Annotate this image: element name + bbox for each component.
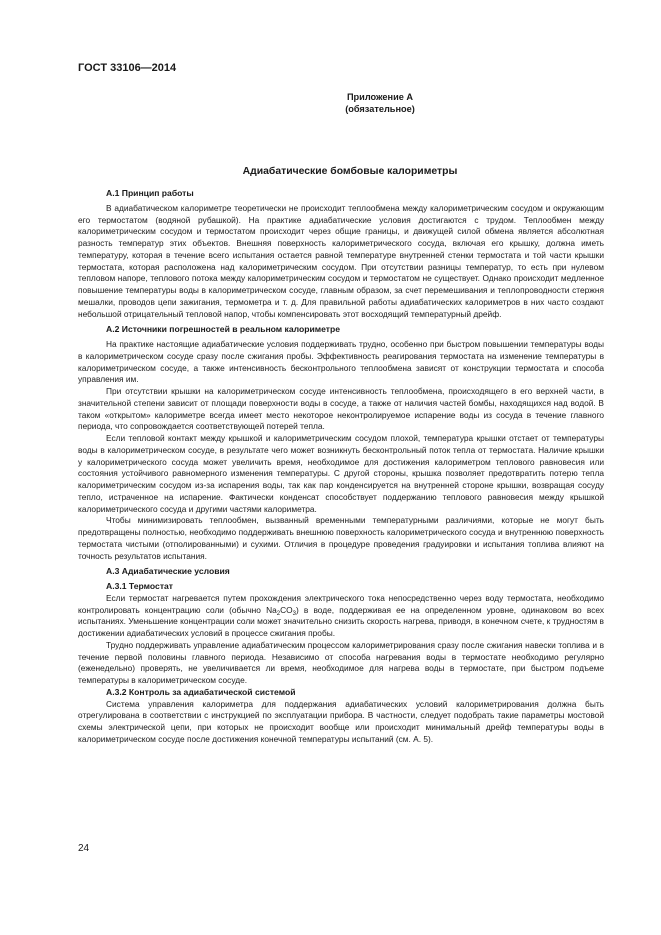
annex-title: Приложение А xyxy=(346,92,414,102)
body-text xyxy=(78,186,604,746)
paragraph: Чтобы минимизировать теплообмен, вызванный временными температурными различиями, которые не могут быть предотвращены полностью, необходимо поддерживать внешнюю поверхность калориметрического сосуда и внутреннюю поверхность термостата чистыми (отполированными) и сухими. Отличия в процедуре проведения градуировки и испытания топлива влияют на точность результатов испытания. xyxy=(78,515,604,561)
paragraph: На практике настоящие адиабатические условия поддерживать трудно, особенно при быстром повышении температуры воды в калориметрическом сосуде сразу после сжигания пробы. Эффективность реагирования термостата на изменение температуры в калориметрическом сосуде, а также интенсивность бесконтрольного теплообмена зависят от конструкции термостата и способа управления им. xyxy=(78,339,604,385)
section-heading: А.3 Адиабатические условия xyxy=(106,566,230,577)
subsection-heading: А.3.2 Контроль за адиабатической системой xyxy=(106,686,296,697)
section-heading: А.2 Источники погрешностей в реальном калориметре xyxy=(106,324,341,335)
standard-number: ГОСТ 33106—2014 xyxy=(78,62,177,74)
paragraph: В адиабатическом калориметре теоретически не происходит теплообмена между калориметрическим сосудом и окружающим его термостатом (водяной рубашкой). На практике адиабатические условия достигаются с трудом. Теплообмен между калориметрическим сосудом и термостатом происходит через общие границы, и движущей силой обмена является абсолютная разность температур этих объектов. Внешняя поверхность калориметрического сосуда, включая его крышку, должна иметь температуру, которая в течение всего испытания остается равной температуре внутренней стенки термостата и той части крышки термостата, которая расположена над калориметрическим сосудом. При отсутствии разницы температур, то есть при нулевом тепловом напоре, теплового потока между калориметрическим сосудом и термостатом не существует. Однако происходит медленное повышение температуры воды в калориметрическом сосуде, главным образом, за счет перемешивания и теплопроводности стержня мешалки, проводов цепи зажигания, термометра и т. д. Для правильной работы адиабатических калориметров в них часто создают небольшой отрицательный тепловой напор, чтобы компенсировать этот восходящий температурный дрейф. xyxy=(78,202,604,319)
section-heading: А.1 Принцип работы xyxy=(106,188,194,198)
paragraph: Трудно поддерживать управление адиабатическим процессом калориметрирования сразу после сжигания навески топлива и в течение первой половины главного периода. Независимо от способа нагревания воды в термостате необходимо регулярно (еженедельно) проверять, не увеличивается ли время, необходимое для нагрева воды в термостате, при быстром подъеме температуры в калориметрическом сосуде. xyxy=(78,639,604,685)
paragraph: При отсутствии крышки на калориметрическом сосуде интенсивность теплообмена, происходящего в его верхней части, в значительной степени зависит от площади поверхности воды в сосуде, а также от наличия частей бомбы, находящихся над водой. В таком «открытом» калориметре всегда имеет место некоторое неконтролируемое испарение воды из сосуда в течение главного периода, что сопровождается соответствующей потерей тепла. xyxy=(78,386,604,432)
paragraph: Если термостат нагревается путем прохождения электрического тока непосредственно через воду термостата, необходимо контролировать концентрацию соли (обычно $Na_2CO_3$) в воде, поддерживая ее на определенном уровне, одинаковом во всех испытаниях. Уменьшение концентрации соли может значительно снизить скорость нагрева, приводя, в конечном счете, к трудностям в достижении адиабатических условий в процессе сжигания пробы. xyxy=(78,592,604,638)
paragraph: Система управления калориметра для поддержания адиабатических условий калориметрирования должна быть отрегулирована в соответствии с инструкцией по эксплуатации прибора. В частности, следует подобрать такие параметры мостовой схемы электрической цепи, при которых не происходит вообще или происходит минимальный дрейф температуры воды в калориметрическом сосуде после достижения конечной температуры испытаний (см. А. 5). xyxy=(78,698,604,744)
page-number: 24 xyxy=(78,843,90,854)
subsection-heading: А.3.1 Термостат xyxy=(106,581,174,591)
paragraph: Если тепловой контакт между крышкой и калориметрическим сосудом плохой, температура крышки отстает от температуры воды в калориметрическом сосуде, в результате чего может возникнуть бесконтрольный поток тепла от термостата. Наличие крышки у калориметрического сосуда может увеличить время, необходимое для достижения калориметром теплового равновесия или состояния устойчивого равномерного изменения температуры. С другой стороны, крышка позволяет предотвратить потерю тепла калориметрическим сосудом из-за испарения воды, так как пар конденсируется на внутренней стороне крышки, возвращая сосуду тепло, истраченное на испарение. Фактически конденсат способствует поддержанию теплового равновесия между крышкой калориметрического сосуда и другими частями калориметра. xyxy=(78,433,604,514)
page-title: Адиабатические бомбовые калориметры xyxy=(242,166,458,177)
annex-status: (обязательное) xyxy=(345,104,415,114)
